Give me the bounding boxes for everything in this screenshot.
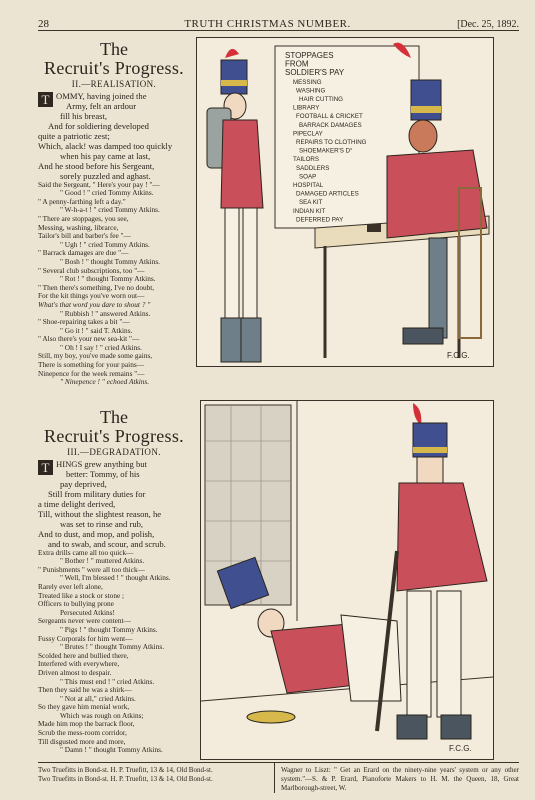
notice-line: MESSING: [293, 78, 322, 86]
article-degradation: [38, 408, 190, 755]
tunic: [221, 120, 263, 208]
sergeant-neck: [417, 457, 443, 483]
page-header: [38, 14, 519, 31]
lead-line: better: Tommy, of his: [66, 468, 140, 479]
shako: [221, 60, 247, 94]
verse-line: " Bosh ! " thought Tommy Atkins.: [60, 257, 160, 266]
verse-line: " Then there's something, I've no doubt,: [38, 283, 155, 292]
trouser-leg: [407, 591, 431, 717]
notice-line: WASHING: [296, 87, 326, 95]
notice-line: SOAP: [299, 173, 317, 181]
recruit-figure: [207, 49, 263, 362]
verse-line: " Shoe-repairing takes a bit "—: [38, 318, 130, 327]
verse-line: Till disgusted more and more,: [38, 737, 126, 746]
verse-line: There is something for your pains—: [38, 361, 144, 370]
artist-signature: F.C.G.: [447, 351, 470, 360]
verse-line: Scrub the mess-room corridor,: [38, 729, 127, 738]
verse-line: What's that word you dare to shout ? ": [38, 300, 151, 309]
verse-line: Rarely ever left alone,: [38, 582, 103, 591]
lead-line: OMMY, having joined the: [56, 90, 147, 101]
notice-line: FROM: [285, 59, 309, 69]
verse-line: " There are stoppages, you see,: [38, 214, 129, 223]
verse-line: Extra drills came all too quick—: [38, 548, 134, 557]
article-subtitle: Recruit's Progress.: [44, 426, 184, 446]
boot: [397, 715, 427, 739]
section-heading: II.—REALISATION.: [71, 79, 157, 89]
lead-paragraph: [38, 459, 190, 549]
publication-title: TRUTH CHRISTMAS NUMBER.: [184, 18, 351, 30]
lead-line: And for soldiering developed: [48, 120, 149, 131]
advert-line: Two Truefitts in Bond-st. H. P. Truefitt, 13 & 14, Old Bond-st.: [38, 775, 213, 783]
verse-line: " W-h-a-t ! " cried Tommy Atkins.: [60, 206, 160, 215]
page-number: 28: [38, 18, 49, 30]
verse-line: Then they said he was a shirk—: [38, 686, 132, 695]
verse-line: " Not at all," cried Atkins.: [60, 694, 136, 703]
lead-line: Still from military duties for: [48, 488, 146, 499]
verse-line: " A penny-farthing left a day.": [38, 197, 126, 206]
verse-line: " Barrack damages are due "—: [38, 249, 129, 258]
lead-line: sorely puzzled and aghast.: [60, 170, 151, 181]
cartoon-pay-scene: [197, 38, 493, 366]
plume: [413, 403, 421, 425]
shako-band: [221, 80, 247, 86]
notice-line: SOLDIER'S PAY: [285, 68, 345, 78]
verse-line: Tailor's bill and barber's fee "—: [38, 232, 131, 241]
erard-advert: Wagner to Liszt: " Get an Erard on the ninety-nine years' system or any other system."—S. & P. Erard, Pianoforte Makers to H. M. the Queen, 18, Great Marlborough-street, W.: [281, 766, 519, 792]
notice-line: DAMAGED ARTICLES: [296, 190, 359, 198]
notice-line: BARRACK DAMAGES: [299, 121, 362, 129]
verse-line: Treated like a stock or stone ;: [38, 591, 125, 600]
notice-line: INDIAN KIT: [293, 207, 326, 215]
verse-line: Ninepence for the week remains "—: [38, 369, 145, 378]
verse-line: " Several club subscriptions, too "—: [38, 266, 145, 275]
verse-line: " Well, I'm blessed ! " thought Atkins.: [60, 574, 171, 583]
lead-line: fill his breast,: [60, 110, 108, 121]
trouser-leg: [225, 208, 239, 318]
verse-line: Scolded here and bullied there,: [38, 651, 129, 660]
notice-line: STOPPAGES: [285, 51, 334, 60]
lead-line: and to swab, and scour, and scrub.: [48, 538, 166, 549]
verse-line: " Damn ! " thought Tommy Atkins.: [60, 746, 163, 755]
artist-signature: F.C.G.: [449, 744, 472, 753]
section-heading: III.—DEGRADATION.: [67, 447, 161, 457]
shako-band: [411, 106, 441, 113]
verse-line: Interfered with everywhere,: [38, 660, 120, 669]
notice-line: SADDLERS: [296, 164, 330, 172]
plume: [225, 49, 239, 58]
apron: [341, 615, 401, 701]
verse-line: For the kit things you've worn out—: [38, 292, 145, 301]
lead-line: when his pay came at last,: [60, 150, 151, 161]
lead-line: And to dust, and mop, and polish,: [38, 528, 155, 539]
shako-band: [413, 447, 447, 453]
verse-line: Officers to bullying prone: [38, 600, 114, 609]
scrubbing-brush: [247, 711, 295, 723]
verse: [38, 549, 190, 755]
notice-line: LIBRARY: [293, 104, 320, 112]
truefitt-advert: [38, 763, 275, 793]
lead-line: a time delight derived,: [38, 498, 116, 509]
verse-line: Fussy Corporals for him went—: [38, 634, 133, 643]
notice-line: REPAIRS TO CLOTHING: [296, 139, 367, 146]
verse-line: " Oh ! I say ! " cried Atkins.: [60, 343, 142, 352]
inkwell: [367, 224, 381, 232]
page-footer: [38, 762, 519, 793]
article-subtitle: Recruit's Progress.: [44, 58, 184, 78]
notice-line: DEFERRED PAY: [296, 216, 344, 224]
verse-line: " Also there's your new sea-kit "—: [38, 335, 140, 344]
illustration-degradation: [200, 400, 494, 760]
verse-line: " This must end ! " cried Atkins.: [60, 677, 155, 686]
notice-line: SHOEMAKER'S D°: [299, 147, 353, 155]
trouser-leg: [243, 208, 257, 318]
lead-line: Army, felt an ardour: [66, 100, 137, 111]
trouser-leg: [437, 591, 461, 717]
advert-line: Two Truefitts in Bond-st. H. P. Truefitt, 13 & 14, Old Bond-st.: [38, 766, 213, 774]
trouser-leg: [429, 238, 447, 338]
scrubbing-recruit: [217, 557, 401, 723]
verse: [38, 181, 190, 387]
lead-line: Which, alack! was damped too quickly: [38, 140, 173, 151]
verse-line: Driven almost to despair.: [38, 668, 112, 677]
lead-paragraph: [38, 91, 190, 181]
verse-line: " Ninepence ! " echoed Atkins.: [60, 378, 150, 387]
boot: [403, 328, 443, 344]
verse-line: Still, my boy, you've made some gains,: [38, 352, 153, 361]
verse-line: " Ugh ! " cried Tommy Atkins.: [60, 240, 150, 249]
notice-line: HOSPITAL: [293, 182, 324, 189]
lead-line: pay deprived,: [60, 478, 107, 489]
verse-line: " Punishments " were all too thick—: [38, 565, 145, 574]
sergeant-face: [409, 120, 437, 152]
lead-line: quite a patriotic zest;: [38, 130, 110, 141]
notice-line: TAILORS: [293, 156, 320, 164]
boot: [241, 318, 261, 362]
verse-line: Which was rough on Atkins;: [60, 711, 144, 720]
shako: [411, 80, 441, 120]
verse-line: " Pigs ! " thought Tommy Atkins.: [60, 625, 158, 634]
drop-cap: T: [38, 460, 53, 475]
verse-line: " Go it ! " said T. Atkins.: [60, 326, 133, 335]
lead-line: HINGS grew anything but: [56, 458, 147, 469]
boot: [221, 318, 241, 362]
drop-cap: T: [38, 92, 53, 107]
notice-line: FOOTBALL & CRICKET: [296, 113, 363, 121]
notice-line: SEA KIT: [299, 199, 323, 207]
notice-line: PIPECLAY: [293, 130, 323, 138]
boot: [441, 715, 471, 739]
verse-line: " Bother ! " muttered Atkins.: [60, 557, 145, 566]
verse-line: Persecuted Atkins!: [60, 608, 115, 617]
verse-line: " Brutes ! " thought Tommy Atkins.: [60, 643, 165, 652]
lead-line: was set to rinse and rub,: [60, 518, 144, 529]
verse-line: So they gave him menial work,: [38, 703, 130, 712]
notice-line: HAIR CUTTING: [299, 96, 343, 103]
verse-line: Made him mop the barrack floor,: [38, 720, 135, 729]
lead-line: And he stood before his Sergeant,: [38, 160, 155, 171]
verse-line: Sergeants never were content—: [38, 617, 131, 626]
issue-date: [Dec. 25, 1892.: [457, 19, 519, 30]
article-title: The: [100, 39, 128, 59]
lead-line: Till, without the slightest reason, he: [38, 508, 162, 519]
verse-line: " Rot ! " thought Tommy Atkins.: [60, 275, 156, 284]
illustration-realisation: [196, 37, 494, 367]
verse-line: Said the Sergeant, " Here's your pay ! "—: [38, 180, 160, 189]
tunic: [387, 150, 487, 238]
cartoon-scrubbing-scene: [201, 401, 493, 759]
verse-line: " Rubbish ! " answered Atkins.: [60, 309, 151, 318]
tunic: [397, 483, 487, 591]
article-realisation: [38, 40, 190, 387]
verse-line: " Good ! " cried Tommy Atkins.: [60, 189, 154, 198]
verse-line: Messing, washing, librarce,: [38, 223, 119, 232]
article-title: The: [100, 407, 128, 427]
